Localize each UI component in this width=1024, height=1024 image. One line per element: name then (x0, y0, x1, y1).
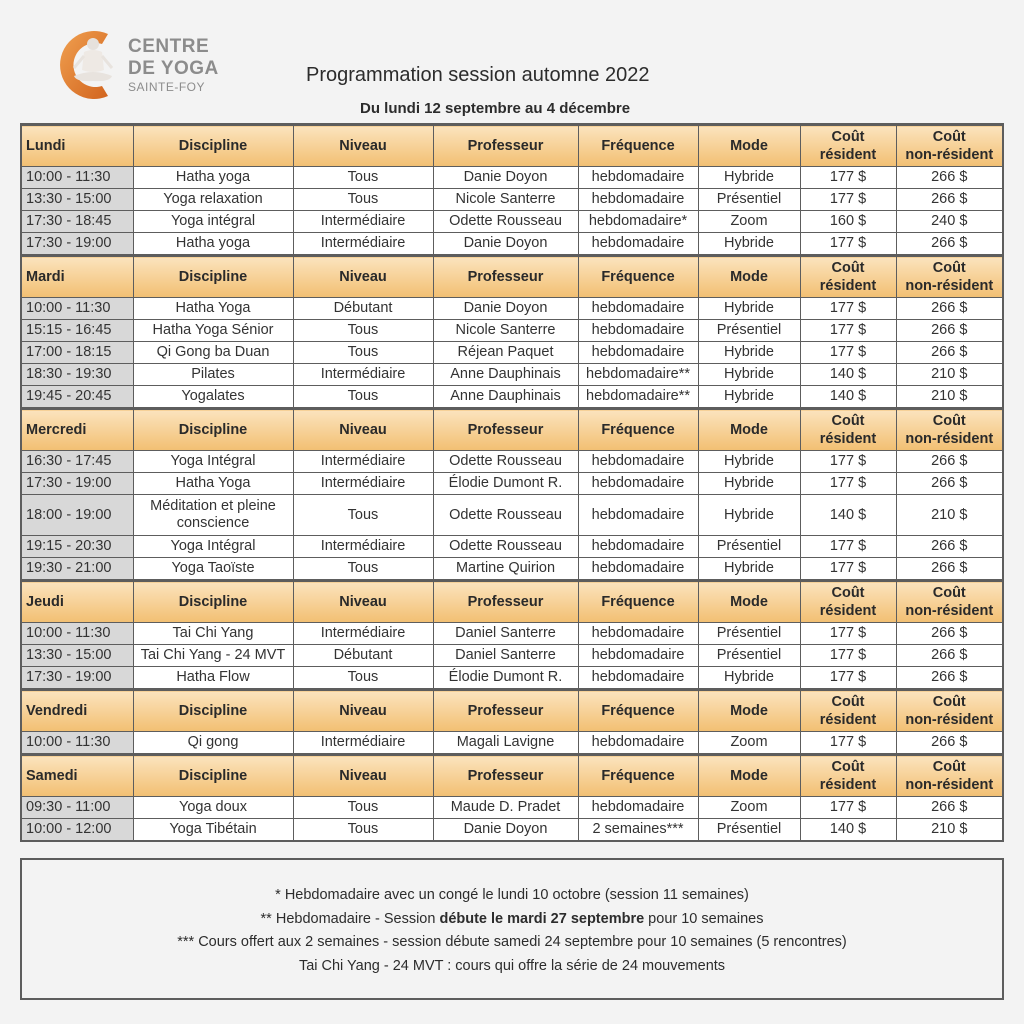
frequency-cell: 2 semaines*** (578, 819, 698, 842)
day-name: Jeudi (21, 581, 133, 623)
teacher-cell: Danie Doyon (433, 819, 578, 842)
time-cell: 10:00 - 12:00 (21, 819, 133, 842)
table-row (21, 645, 1003, 667)
mode-cell: Zoom (698, 732, 800, 755)
header-line: non-résident (905, 777, 994, 793)
column-header-cout-resident (800, 581, 896, 623)
header-line: résident (819, 278, 877, 294)
frequency-cell: hebdomadaire (578, 797, 698, 819)
note-2 (22, 908, 1002, 932)
non-resident-cost-cell: 266 $ (896, 189, 1003, 211)
resident-cost-cell: 177 $ (800, 558, 896, 581)
column-header-frequence: Fréquence (578, 125, 698, 167)
day-header-row (21, 256, 1003, 298)
teacher-cell: Élodie Dumont R. (433, 667, 578, 690)
level-cell: Tous (293, 558, 433, 581)
discipline-cell: Qi Gong ba Duan (133, 342, 293, 364)
teacher-cell: Danie Doyon (433, 298, 578, 320)
header-line: Coût (831, 759, 865, 775)
resident-cost-cell: 177 $ (800, 167, 896, 189)
level-cell: Tous (293, 320, 433, 342)
non-resident-cost-cell: 240 $ (896, 211, 1003, 233)
resident-cost-cell: 177 $ (800, 732, 896, 755)
level-cell: Débutant (293, 645, 433, 667)
column-header-cout-non-resident (896, 256, 1003, 298)
table-row (21, 797, 1003, 819)
level-cell: Tous (293, 797, 433, 819)
column-header-niveau: Niveau (293, 256, 433, 298)
table-row (21, 558, 1003, 581)
day-header-row (21, 755, 1003, 797)
column-header-cout-non-resident (896, 125, 1003, 167)
header-line: résident (819, 603, 877, 619)
column-header-discipline: Discipline (133, 409, 293, 451)
level-cell: Tous (293, 386, 433, 409)
mode-cell: Hybride (698, 342, 800, 364)
table-row (21, 732, 1003, 755)
discipline-cell: Tai Chi Yang (133, 623, 293, 645)
non-resident-cost-cell: 266 $ (896, 645, 1003, 667)
table-row (21, 189, 1003, 211)
frequency-cell: hebdomadaire (578, 536, 698, 558)
column-header-niveau: Niveau (293, 581, 433, 623)
header-line: Coût (831, 129, 865, 145)
teacher-cell: Nicole Santerre (433, 189, 578, 211)
non-resident-cost-cell: 266 $ (896, 167, 1003, 189)
time-cell: 16:30 - 17:45 (21, 451, 133, 473)
notes-box (20, 858, 1004, 1000)
discipline-cell: Pilates (133, 364, 293, 386)
time-cell: 17:00 - 18:15 (21, 342, 133, 364)
non-resident-cost-cell: 266 $ (896, 558, 1003, 581)
table-row (21, 320, 1003, 342)
note-4: Tai Chi Yang - 24 MVT : cours qui offre la série de 24 mouvements (298, 957, 726, 974)
level-cell: Intermédiaire (293, 732, 433, 755)
resident-cost-cell: 177 $ (800, 298, 896, 320)
table-row (21, 451, 1003, 473)
header-line: Coût (831, 585, 865, 601)
non-resident-cost-cell: 266 $ (896, 342, 1003, 364)
discipline-cell: Hatha Yoga (133, 298, 293, 320)
header-line: non-résident (905, 712, 994, 728)
column-header-professeur: Professeur (433, 409, 578, 451)
header-line: Coût (831, 413, 865, 429)
time-cell: 17:30 - 19:00 (21, 233, 133, 256)
header-line: Coût (831, 694, 865, 710)
discipline-cell: Yogalates (133, 386, 293, 409)
teacher-cell: Anne Dauphinais (433, 364, 578, 386)
column-header-mode: Mode (698, 409, 800, 451)
frequency-cell: hebdomadaire (578, 233, 698, 256)
column-header-mode: Mode (698, 755, 800, 797)
column-header-mode: Mode (698, 125, 800, 167)
frequency-cell: hebdomadaire (578, 342, 698, 364)
header-line: Coût (932, 413, 966, 429)
header-line: Coût (932, 129, 966, 145)
time-cell: 18:30 - 19:30 (21, 364, 133, 386)
table-row (21, 536, 1003, 558)
column-header-discipline: Discipline (133, 690, 293, 732)
column-header-frequence: Fréquence (578, 755, 698, 797)
header-line: non-résident (905, 431, 994, 447)
discipline-cell: Hatha yoga (133, 167, 293, 189)
resident-cost-cell: 177 $ (800, 342, 896, 364)
mode-cell: Hybride (698, 364, 800, 386)
mode-cell: Hybride (698, 451, 800, 473)
teacher-cell: Maude D. Pradet (433, 797, 578, 819)
teacher-cell: Élodie Dumont R. (433, 473, 578, 495)
day-name: Mercredi (21, 409, 133, 451)
frequency-cell: hebdomadaire (578, 320, 698, 342)
resident-cost-cell: 177 $ (800, 189, 896, 211)
discipline-cell: Yoga relaxation (133, 189, 293, 211)
mode-cell: Zoom (698, 211, 800, 233)
mode-cell: Hybride (698, 298, 800, 320)
resident-cost-cell: 177 $ (800, 645, 896, 667)
level-cell: Intermédiaire (293, 536, 433, 558)
column-header-professeur: Professeur (433, 690, 578, 732)
discipline-cell: Méditation et pleine conscience (133, 495, 293, 536)
discipline-cell: Yoga intégral (133, 211, 293, 233)
column-header-mode: Mode (698, 690, 800, 732)
column-header-cout-non-resident (896, 755, 1003, 797)
non-resident-cost-cell: 210 $ (896, 819, 1003, 842)
time-cell: 10:00 - 11:30 (21, 623, 133, 645)
header-line: résident (819, 712, 877, 728)
mode-cell: Présentiel (698, 320, 800, 342)
yoga-logo-icon (50, 24, 130, 104)
frequency-cell: hebdomadaire** (578, 386, 698, 409)
column-header-professeur: Professeur (433, 125, 578, 167)
non-resident-cost-cell: 266 $ (896, 623, 1003, 645)
discipline-cell: Yoga Intégral (133, 451, 293, 473)
time-cell: 10:00 - 11:30 (21, 167, 133, 189)
column-header-professeur: Professeur (433, 256, 578, 298)
discipline-cell: Yoga Taoïste (133, 558, 293, 581)
schedule-table (20, 123, 1004, 842)
level-cell: Intermédiaire (293, 473, 433, 495)
table-row (21, 233, 1003, 256)
day-name: Mardi (21, 256, 133, 298)
frequency-cell: hebdomadaire** (578, 364, 698, 386)
frequency-cell: hebdomadaire (578, 473, 698, 495)
table-row (21, 211, 1003, 233)
non-resident-cost-cell: 210 $ (896, 364, 1003, 386)
time-cell: 13:30 - 15:00 (21, 189, 133, 211)
frequency-cell: hebdomadaire* (578, 211, 698, 233)
teacher-cell: Martine Quirion (433, 558, 578, 581)
teacher-cell: Odette Rousseau (433, 211, 578, 233)
table-row (21, 495, 1003, 536)
frequency-cell: hebdomadaire (578, 495, 698, 536)
column-header-cout-resident (800, 755, 896, 797)
frequency-cell: hebdomadaire (578, 451, 698, 473)
header-line: Coût (831, 260, 865, 276)
non-resident-cost-cell: 266 $ (896, 298, 1003, 320)
day-name: Lundi (21, 125, 133, 167)
table-row (21, 298, 1003, 320)
non-resident-cost-cell: 266 $ (896, 320, 1003, 342)
day-header-row (21, 690, 1003, 732)
header-line: résident (819, 777, 877, 793)
column-header-cout-non-resident (896, 409, 1003, 451)
resident-cost-cell: 177 $ (800, 623, 896, 645)
non-resident-cost-cell: 210 $ (896, 495, 1003, 536)
time-cell: 10:00 - 11:30 (21, 732, 133, 755)
day-header-row (21, 125, 1003, 167)
time-cell: 10:00 - 11:30 (21, 298, 133, 320)
header-line: Coût (932, 694, 966, 710)
column-header-discipline: Discipline (133, 256, 293, 298)
mode-cell: Présentiel (698, 623, 800, 645)
column-header-cout-resident (800, 409, 896, 451)
level-cell: Débutant (293, 298, 433, 320)
frequency-cell: hebdomadaire (578, 623, 698, 645)
column-header-professeur: Professeur (433, 755, 578, 797)
page-subtitle: Du lundi 12 septembre au 4 décembre (360, 100, 631, 117)
resident-cost-cell: 177 $ (800, 797, 896, 819)
discipline-cell: Hatha Flow (133, 667, 293, 690)
column-header-niveau: Niveau (293, 409, 433, 451)
non-resident-cost-cell: 210 $ (896, 386, 1003, 409)
column-header-frequence: Fréquence (578, 690, 698, 732)
level-cell: Intermédiaire (293, 233, 433, 256)
time-cell: 18:00 - 19:00 (21, 495, 133, 536)
header-line: résident (819, 431, 877, 447)
column-header-mode: Mode (698, 581, 800, 623)
time-cell: 15:15 - 16:45 (21, 320, 133, 342)
column-header-cout-resident (800, 256, 896, 298)
note-1: * Hebdomadaire avec un congé le lundi 10 octobre (session 11 semaines) (275, 887, 749, 903)
resident-cost-cell: 177 $ (800, 473, 896, 495)
column-header-niveau: Niveau (293, 755, 433, 797)
note-2-pre: ** Hebdomadaire - Session (260, 910, 440, 927)
discipline-cell: Hatha Yoga Sénior (133, 320, 293, 342)
mode-cell: Hybride (698, 473, 800, 495)
logo-line-1: CENTRE (128, 36, 210, 57)
day-header-row (21, 581, 1003, 623)
header-line: non-résident (905, 603, 994, 619)
mode-cell: Hybride (698, 558, 800, 581)
non-resident-cost-cell: 266 $ (896, 536, 1003, 558)
non-resident-cost-cell: 266 $ (896, 797, 1003, 819)
frequency-cell: hebdomadaire (578, 667, 698, 690)
frequency-cell: hebdomadaire (578, 558, 698, 581)
mode-cell: Hybride (698, 167, 800, 189)
resident-cost-cell: 177 $ (800, 451, 896, 473)
teacher-cell: Danie Doyon (433, 167, 578, 189)
teacher-cell: Magali Lavigne (433, 732, 578, 755)
column-header-mode: Mode (698, 256, 800, 298)
mode-cell: Zoom (698, 797, 800, 819)
resident-cost-cell: 140 $ (800, 386, 896, 409)
column-header-cout-non-resident (896, 690, 1003, 732)
resident-cost-cell: 160 $ (800, 211, 896, 233)
table-row (21, 473, 1003, 495)
frequency-cell: hebdomadaire (578, 189, 698, 211)
header-line: non-résident (905, 278, 994, 294)
frequency-cell: hebdomadaire (578, 645, 698, 667)
time-cell: 09:30 - 11:00 (21, 797, 133, 819)
non-resident-cost-cell: 266 $ (896, 473, 1003, 495)
level-cell: Intermédiaire (293, 211, 433, 233)
header-line: résident (819, 147, 877, 163)
table-row (21, 342, 1003, 364)
table-row (21, 819, 1003, 842)
day-header-row (21, 409, 1003, 451)
resident-cost-cell: 177 $ (800, 320, 896, 342)
discipline-cell: Yoga Tibétain (133, 819, 293, 842)
teacher-cell: Daniel Santerre (433, 645, 578, 667)
header-line: Coût (932, 759, 966, 775)
column-header-frequence: Fréquence (578, 256, 698, 298)
day-name: Samedi (21, 755, 133, 797)
resident-cost-cell: 140 $ (800, 364, 896, 386)
resident-cost-cell: 177 $ (800, 233, 896, 256)
level-cell: Tous (293, 495, 433, 536)
column-header-frequence: Fréquence (578, 581, 698, 623)
teacher-cell: Nicole Santerre (433, 320, 578, 342)
non-resident-cost-cell: 266 $ (896, 667, 1003, 690)
mode-cell: Hybride (698, 495, 800, 536)
logo-line-2: DE YOGA (128, 58, 219, 79)
frequency-cell: hebdomadaire (578, 167, 698, 189)
resident-cost-cell: 140 $ (800, 819, 896, 842)
table-row (21, 667, 1003, 690)
time-cell: 17:30 - 18:45 (21, 211, 133, 233)
column-header-discipline: Discipline (133, 755, 293, 797)
discipline-cell: Yoga doux (133, 797, 293, 819)
column-header-cout-non-resident (896, 581, 1003, 623)
level-cell: Tous (293, 342, 433, 364)
time-cell: 17:30 - 19:00 (21, 473, 133, 495)
discipline-cell: Yoga Intégral (133, 536, 293, 558)
mode-cell: Hybride (698, 233, 800, 256)
teacher-cell: Odette Rousseau (433, 451, 578, 473)
teacher-cell: Daniel Santerre (433, 623, 578, 645)
time-cell: 17:30 - 19:00 (21, 667, 133, 690)
resident-cost-cell: 140 $ (800, 495, 896, 536)
table-row (21, 623, 1003, 645)
mode-cell: Présentiel (698, 645, 800, 667)
logo-text (128, 36, 219, 94)
level-cell: Intermédiaire (293, 364, 433, 386)
table-row (21, 386, 1003, 409)
resident-cost-cell: 177 $ (800, 667, 896, 690)
mode-cell: Hybride (698, 667, 800, 690)
header-line: Coût (932, 585, 966, 601)
time-cell: 19:15 - 20:30 (21, 536, 133, 558)
resident-cost-cell: 177 $ (800, 536, 896, 558)
non-resident-cost-cell: 266 $ (896, 451, 1003, 473)
teacher-cell: Danie Doyon (433, 233, 578, 256)
level-cell: Tous (293, 819, 433, 842)
level-cell: Tous (293, 167, 433, 189)
level-cell: Tous (293, 189, 433, 211)
page-title: Programmation session automne 2022 (306, 64, 650, 86)
discipline-cell: Hatha Yoga (133, 473, 293, 495)
level-cell: Intermédiaire (293, 623, 433, 645)
mode-cell: Présentiel (698, 536, 800, 558)
level-cell: Tous (293, 667, 433, 690)
mode-cell: Hybride (698, 386, 800, 409)
column-header-niveau: Niveau (293, 690, 433, 732)
header-line: non-résident (905, 147, 994, 163)
time-cell: 13:30 - 15:00 (21, 645, 133, 667)
note-2-bold: débute le mardi 27 septembre (439, 910, 645, 927)
column-header-professeur: Professeur (433, 581, 578, 623)
time-cell: 19:45 - 20:45 (21, 386, 133, 409)
note-2-post: pour 10 semaines (644, 910, 764, 927)
table-row (21, 364, 1003, 386)
non-resident-cost-cell: 266 $ (896, 233, 1003, 256)
day-name: Vendredi (21, 690, 133, 732)
header-line: Coût (932, 260, 966, 276)
column-header-discipline: Discipline (133, 125, 293, 167)
time-cell: 19:30 - 21:00 (21, 558, 133, 581)
column-header-frequence: Fréquence (578, 409, 698, 451)
frequency-cell: hebdomadaire (578, 732, 698, 755)
teacher-cell: Odette Rousseau (433, 495, 578, 536)
column-header-niveau: Niveau (293, 125, 433, 167)
discipline-cell: Hatha yoga (133, 233, 293, 256)
teacher-cell: Odette Rousseau (433, 536, 578, 558)
teacher-cell: Réjean Paquet (433, 342, 578, 364)
mode-cell: Présentiel (698, 819, 800, 842)
column-header-cout-resident (800, 125, 896, 167)
teacher-cell: Anne Dauphinais (433, 386, 578, 409)
non-resident-cost-cell: 266 $ (896, 732, 1003, 755)
note-3: *** Cours offert aux 2 semaines - session débute samedi 24 septembre pour 10 semaines (5 rencontres) (177, 934, 847, 950)
table-row (21, 167, 1003, 189)
column-header-discipline: Discipline (133, 581, 293, 623)
discipline-cell: Qi gong (133, 732, 293, 755)
frequency-cell: hebdomadaire (578, 298, 698, 320)
mode-cell: Présentiel (698, 189, 800, 211)
column-header-cout-resident (800, 690, 896, 732)
discipline-cell: Tai Chi Yang - 24 MVT (133, 645, 293, 667)
logo-line-3: SAINTE-FOY (128, 80, 206, 94)
level-cell: Intermédiaire (293, 451, 433, 473)
